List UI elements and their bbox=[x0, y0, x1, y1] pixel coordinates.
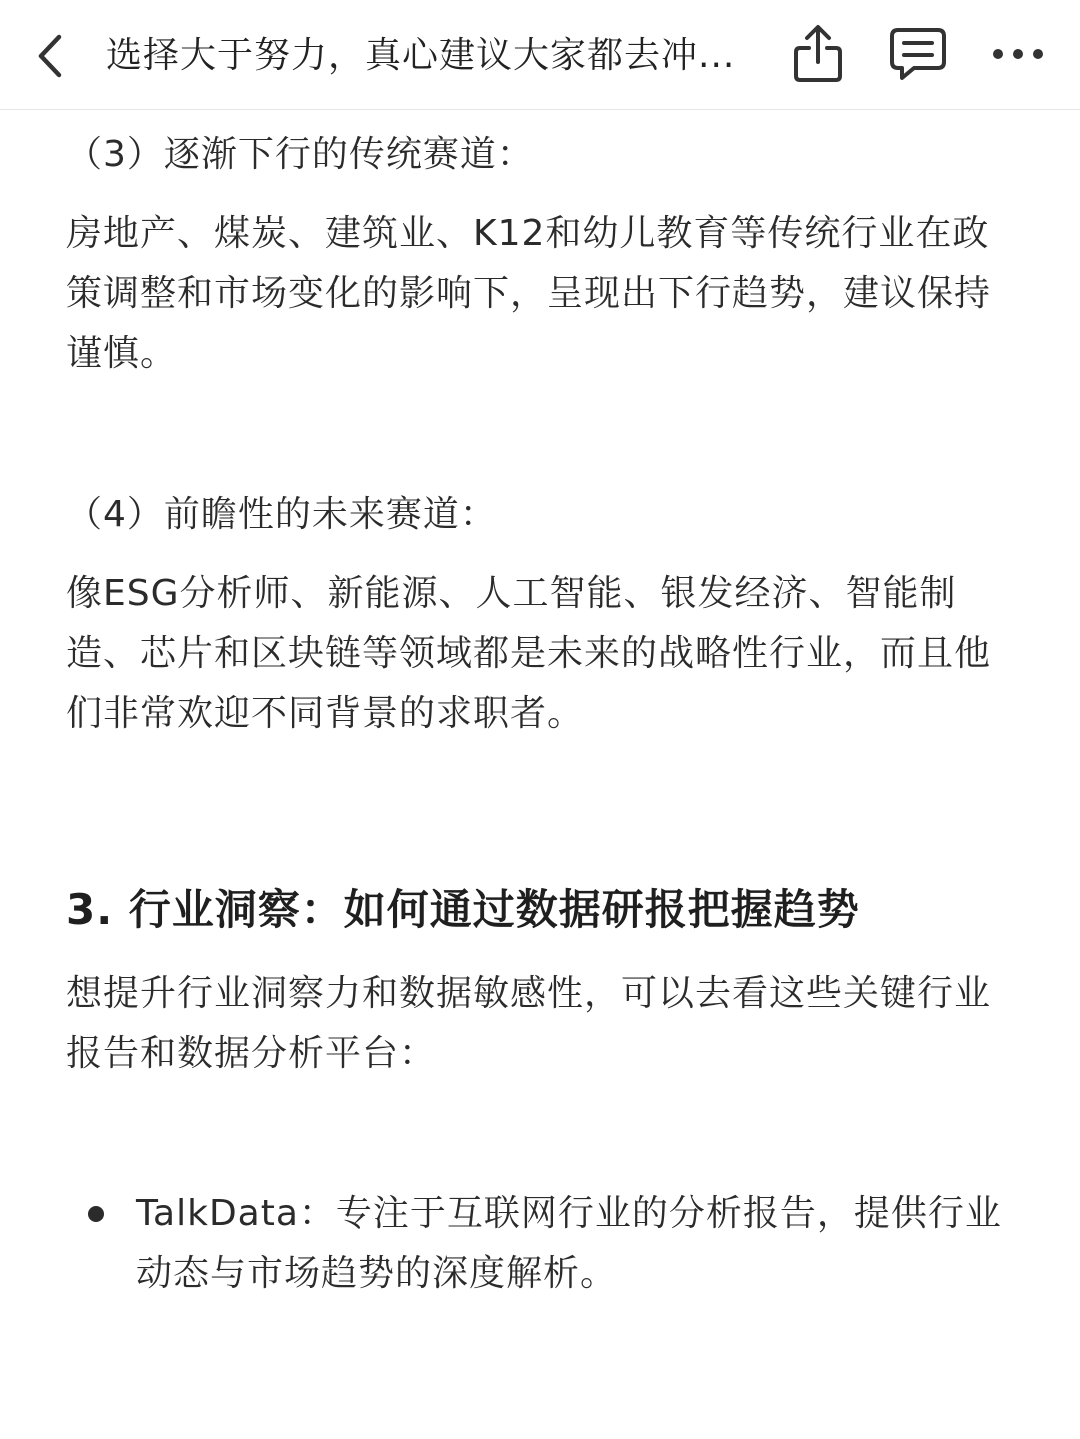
note-title: 选择大于努力，真心建议大家都去冲... bbox=[106, 35, 736, 76]
more-icon bbox=[988, 44, 1048, 64]
comment-icon bbox=[888, 24, 948, 84]
section-heading-industry-insight: 3. 行业洞察：如何通过数据研报把握趋势 bbox=[66, 885, 860, 934]
list-item-text: TalkData：专注于互联网行业的分析报告，提供行业动态与市场趋势的深度解析。 bbox=[136, 1193, 1002, 1294]
paragraph-intro: 想提升行业洞察力和数据敏感性，可以去看这些关键行业报告和数据分析平台： bbox=[66, 973, 992, 1074]
subheading-future-track: （4）前瞻性的未来赛道： bbox=[66, 494, 497, 535]
subheading-traditional-track: （3）逐渐下行的传统赛道： bbox=[66, 134, 534, 175]
note-body bbox=[0, 110, 1080, 1439]
chevron-left-icon bbox=[33, 33, 67, 79]
paragraph-traditional-track: 房地产、煤炭、建筑业、K12和幼儿教育等传统行业在政策调整和市场变化的影响下，呈现出下行趋势，建议保持谨慎。 bbox=[66, 213, 992, 374]
paragraph-future-track: 像ESG分析师、新能源、人工智能、银发经济、智能制造、芯片和区块链等领域都是未来的战略性行业，而且他们非常欢迎不同背景的求职者。 bbox=[66, 573, 992, 734]
more-button[interactable] bbox=[986, 22, 1050, 86]
back-button[interactable] bbox=[22, 26, 78, 86]
bullet-icon bbox=[88, 1206, 104, 1222]
share-button[interactable] bbox=[786, 22, 850, 86]
top-navbar bbox=[0, 0, 1080, 110]
share-icon bbox=[790, 22, 846, 86]
comment-button[interactable] bbox=[886, 22, 950, 86]
